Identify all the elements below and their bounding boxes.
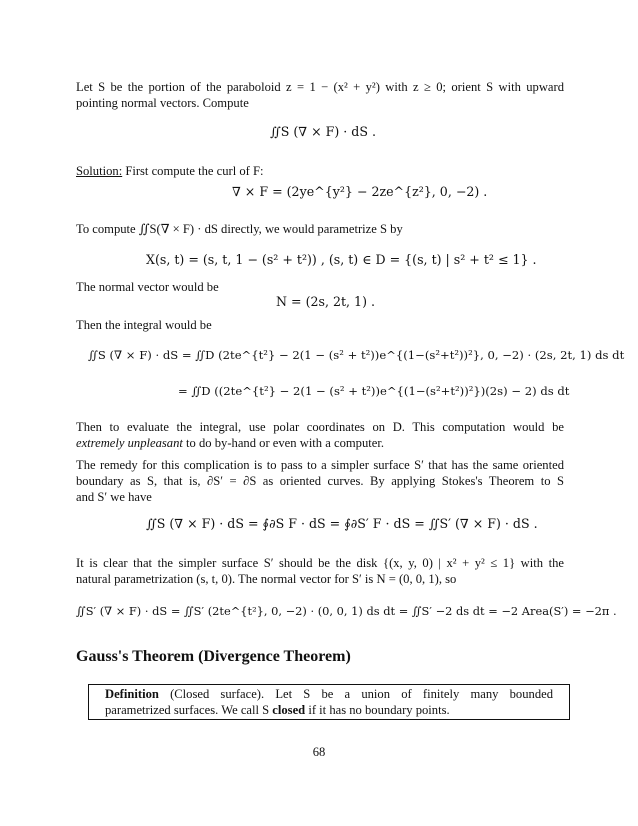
paragraph-line: The remedy for this complication is to pass to a simpler surface S′ that has the same oriented <box>76 458 564 472</box>
solution-line <box>76 164 564 179</box>
emphasis-text: extremely unpleasant <box>76 436 183 450</box>
definition-box <box>88 684 570 720</box>
section-heading: Gauss's Theorem (Divergence Theorem) <box>76 648 351 665</box>
equation-integral-step2: = ∬D ((2te^{t²} − 2(1 − (s² + t²))e^{(1−(s²+t²))²})(2s) − 2) ds dt <box>178 384 570 398</box>
paragraph-line: natural parametrization (s, t, 0). The normal vector for S′ is N = (0, 0, 1), so <box>76 572 457 586</box>
paragraph-line: Let S be the portion of the paraboloid z = 1 − (x² + y²) with z ≥ 0; orient S with upward <box>76 80 564 94</box>
paragraph-line: boundary as S, that is, ∂S′ = ∂S as oriented curves. By applying Stokes's Theorem to S <box>76 474 564 488</box>
equation-integral-step1: ∬S (∇ × F) · dS = ∬D (2te^{t²} − 2(1 − (s² + t²))e^{(1−(s²+t²))²}, 0, −2) · (2s, 2t, 1) ds dt <box>88 348 625 362</box>
equation-disk-flux: ∬S′ (∇ × F) · dS = ∬S′ (2te^{t²}, 0, −2) · (0, 0, 1) ds dt = ∬S′ −2 ds dt = −2 Area(S′) = −2π . <box>76 604 617 618</box>
paragraph-line: and S′ we have <box>76 490 152 504</box>
equation-curl: ∇ × F = (2ye^{y²} − 2ze^{z²}, 0, −2) . <box>232 184 488 199</box>
paragraph-line: Then the integral would be <box>76 318 212 332</box>
equation-flux-integral: ∬S (∇ × F) · dS . <box>270 124 376 139</box>
definition-label: Definition <box>105 687 159 701</box>
definition-text: parametrized surfaces. We call S <box>105 703 273 717</box>
solution-label: Solution: <box>76 164 123 178</box>
equation-stokes: ∬S (∇ × F) · dS = ∮∂S F · dS = ∮∂S′ F · dS = ∬S′ (∇ × F) · dS . <box>146 516 538 531</box>
paragraph-line: pointing normal vectors. Compute <box>76 96 249 110</box>
paragraph-line: The normal vector would be <box>76 280 219 294</box>
solution-text: First compute the curl of F: <box>122 164 264 178</box>
page-number: 68 <box>312 745 326 759</box>
equation-parametrization: X(s, t) = (s, t, 1 − (s² + t²)) , (s, t) ∈ D = {(s, t) | s² + t² ≤ 1} . <box>146 252 537 267</box>
paragraph-line: It is clear that the simpler surface S′ should be the disk {(x, y, 0) | x² + y² ≤ 1} with the <box>76 556 564 570</box>
paragraph-line: To compute ∬S(∇ × F) · dS directly, we would parametrize S by <box>76 222 403 236</box>
definition-term: closed <box>272 703 306 717</box>
definition-line <box>105 687 553 702</box>
definition-line <box>105 703 553 718</box>
definition-text: (Closed surface). Let S be a union of finitely many bounded <box>158 687 553 701</box>
paragraph-text: to do by-hand or even with a computer. <box>182 436 385 450</box>
paragraph-line <box>76 436 564 451</box>
paragraph-line: Then to evaluate the integral, use polar coordinates on D. This computation would be <box>76 420 564 434</box>
equation-normal: N = (2s, 2t, 1) . <box>276 294 375 309</box>
definition-text: if it has no boundary points. <box>305 703 450 717</box>
